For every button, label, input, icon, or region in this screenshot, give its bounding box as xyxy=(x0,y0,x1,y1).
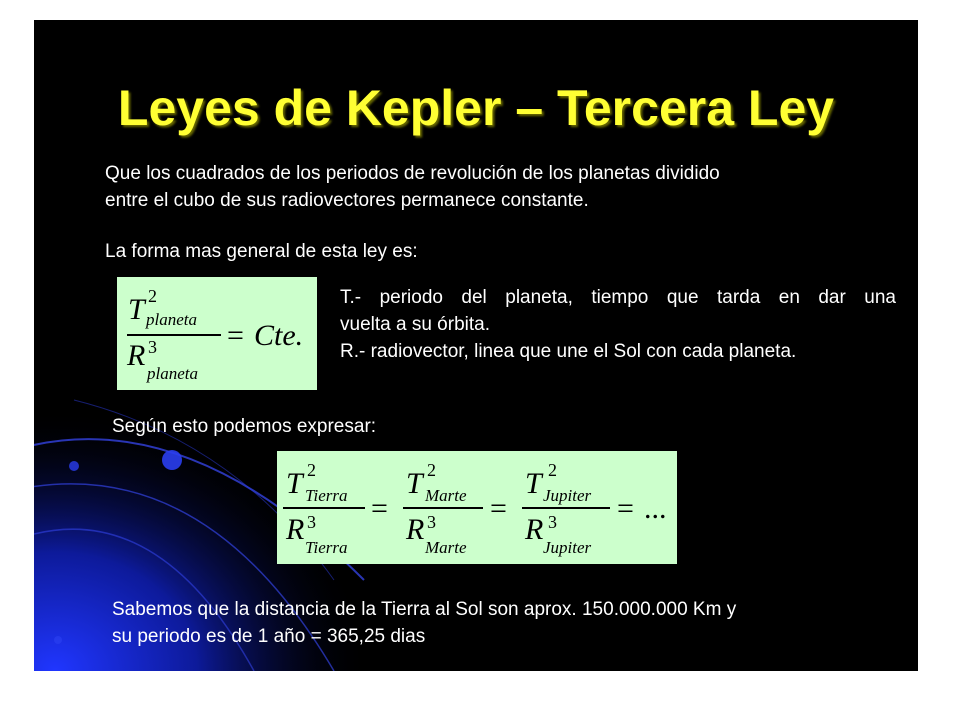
formula-den-exp: 3 xyxy=(148,337,157,357)
equals-2: = xyxy=(490,492,507,525)
kepler-formula xyxy=(117,277,317,390)
slide xyxy=(34,20,918,671)
intro-paragraph xyxy=(105,160,885,214)
term1-den-exp: 3 xyxy=(307,512,316,532)
equals-3: = xyxy=(617,492,634,525)
term2-num-exp: 2 xyxy=(427,460,436,480)
ellipsis: ... xyxy=(644,492,667,525)
footer-paragraph xyxy=(112,596,902,650)
term1-num-sub: Tierra xyxy=(305,486,348,505)
footer-line-2: su periodo es de 1 año = 365,25 dias xyxy=(112,626,426,647)
term3-den-sub: Jupiter xyxy=(543,538,592,557)
formula-den-sub: planeta xyxy=(147,364,198,383)
formula-rhs: Cte. xyxy=(254,319,304,352)
intro-line-1: Que los cuadrados de los periodos de revolución de los planetas dividido xyxy=(105,163,720,184)
definitions-paragraph xyxy=(340,284,896,365)
definition-line-2: vuelta a su órbita. xyxy=(340,314,490,335)
general-form-label: La forma mas general de esta ley es: xyxy=(105,241,418,262)
term2-num-sub: Marte xyxy=(425,486,467,505)
term2-den-base: R xyxy=(406,513,425,546)
planet-ratios-box xyxy=(277,451,677,564)
intro-line-2: entre el cubo de sus radiovectores permanece constante. xyxy=(105,190,589,211)
equals-1: = xyxy=(371,492,388,525)
term2-den-sub: Marte xyxy=(425,538,467,557)
kepler-formula-box xyxy=(117,277,317,390)
term3-den-exp: 3 xyxy=(548,512,557,532)
definition-line-1: T.- periodo del planeta, tiempo que tarda en dar una xyxy=(340,287,896,308)
express-label: Según esto podemos expresar: xyxy=(112,416,377,437)
term3-num-sub: Jupiter xyxy=(543,486,592,505)
term3-num-exp: 2 xyxy=(548,460,557,480)
footer-line-1: Sabemos que la distancia de la Tierra al Sol son aprox. 150.000.000 Km y xyxy=(112,599,737,620)
slide-title: Leyes de Kepler – Tercera Ley xyxy=(117,80,835,136)
term2-num-base: T xyxy=(406,467,423,500)
formula-den-base: R xyxy=(127,339,146,372)
term3-den-base: R xyxy=(525,513,544,546)
term3-num-base: T xyxy=(525,467,542,500)
formula-num-exp: 2 xyxy=(148,286,157,306)
definition-line-3: R.- radiovector, linea que une el Sol con cada planeta. xyxy=(340,341,797,362)
term1-num-base: T xyxy=(286,467,303,500)
formula-equals: = xyxy=(227,319,244,352)
term2-den-exp: 3 xyxy=(427,512,436,532)
planet-ratios-formula xyxy=(277,451,677,564)
term1-den-base: R xyxy=(286,513,305,546)
term1-den-sub: Tierra xyxy=(305,538,348,557)
term1-num-exp: 2 xyxy=(307,460,316,480)
formula-num-sub: planeta xyxy=(146,310,197,329)
formula-num-base: T xyxy=(128,293,145,326)
